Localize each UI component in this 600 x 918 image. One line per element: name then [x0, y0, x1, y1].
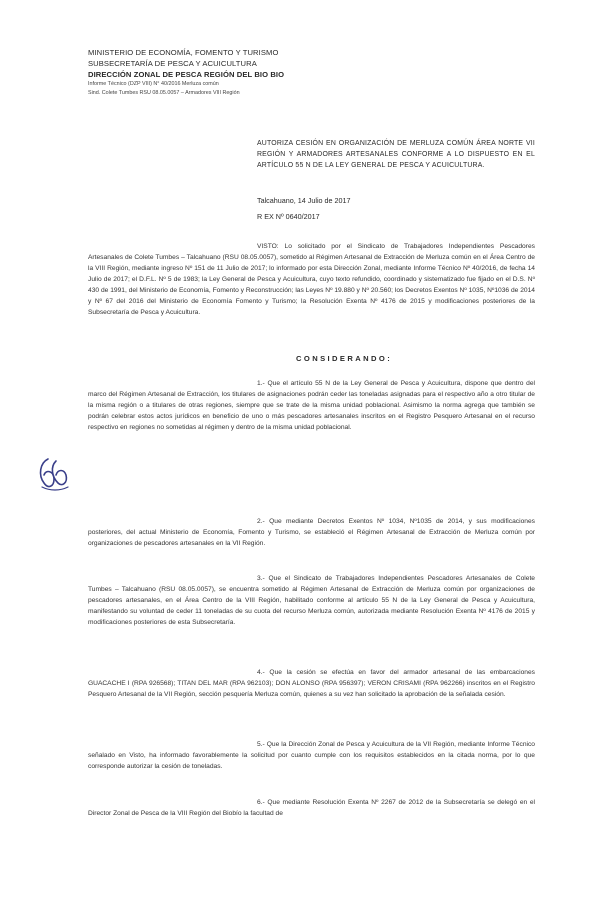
considerando-paragraph-6 — [88, 797, 535, 819]
resolution-number: R EX Nº 0640/2017 — [257, 212, 320, 221]
place-and-date: Talcahuano, 14 Julio de 2017 — [257, 196, 351, 205]
resolution-subject: AUTORIZA CESIÓN EN ORGANIZACIÓN DE MERLUZA COMÚN ÁREA NORTE VII REGIÓN Y ARMADORES ARTESANALES CONFORME A LO DISPUESTO EN EL ARTÍCULO 55 N DE LA LEY GENERAL DE PESCA Y ACUICULTURA. — [257, 140, 535, 169]
visto-label: VISTO: — [257, 243, 279, 250]
considerando-paragraph-5 — [88, 739, 535, 772]
visto-paragraph — [88, 241, 535, 318]
considerando-paragraph-4 — [88, 667, 535, 700]
visto-text: Lo solicitado por el Sindicato de Trabajadores Independientes Pescadores Artesanales de Colete Tumbes – Talcahuano (RSU 08.05.0057), sometido al Régimen Artesanal de Extracción de Merluza común en el Área Centro de la VIII Región, mediante ingreso Nº 151 de 11 Julio de 2017; lo informado por esta Dirección Zonal, mediante Informe Técnico Nº 40/2016, de fecha 14 Julio de 2017; el D.F.L. Nº 5 de 1983; la Ley General de Pesca y Acuicultura, cuyo texto refundido, coordinado y sistematizado fue fijado en el D.S. Nº 430 de 1991, del Ministerio de Economía, Fomento y Reconstrucción; las Leyes Nº 19.880 y Nº 20.560; los Decretos Exentos Nº 1035, Nº1036 de 2014 y Nº 67 del 2016 del Ministerio de Economía Fomento y Turismo; la Resolución Exenta Nº 4176 de 2015 y modificaciones posteriores de la Subsecretaría de Pesca y Acuicultura. — [88, 243, 535, 317]
handwritten-initials-mark — [34, 453, 74, 497]
paragraph-text: 2.- Que mediante Decretos Exentos Nº 1034, Nº1035 de 2014, y sus modificaciones posteriores, del actual Ministerio de Economía, Fomento y Turismo, se estableció el Régimen Artesanal de Extracción de Merluza común por organizaciones de pescadores artesanales en la VII Región. — [88, 518, 535, 548]
considerando-heading: CONSIDERANDO: — [296, 354, 393, 363]
letterhead — [88, 47, 338, 97]
paragraph-text: 5.- Que la Dirección Zonal de Pesca y Acuicultura de la VII Región, mediante Informe Técnico señalado en Visto, ha informado favorablemente la solicitud por cuanto cumple con los requisitos establecidos en la citada norma, por lo que corresponde autorizar la cesión de toneladas. — [88, 741, 535, 771]
considerando-paragraph-3 — [88, 573, 535, 628]
zonal-direction-name: DIRECCIÓN ZONAL DE PESCA REGIÓN DEL BIO BIO — [88, 70, 285, 79]
subsecretariat-name: SUBSECRETARÍA DE PESCA Y ACUICULTURA — [88, 59, 257, 68]
report-reference: Informe Técnico (DZP VIII) N° 40/2016 Merluza común — [88, 81, 219, 87]
considerando-paragraph-2 — [88, 516, 535, 549]
considerando-paragraph-1 — [88, 378, 535, 433]
paragraph-text: 4.- Que la cesión se efectúa en favor del armador artesanal de las embarcaciones GUACACHE I (RPA 926568); TITAN DEL MAR (RPA 962103); DON ALONSO (RPA 956397); VERON CRISAMI (RPA 962266) inscritos en el Registro Pesquero Artesanal de la VII Región, sección pesquería Merluza común, quienes a su vez han solicitado la aprobación de la señalada cesión. — [88, 669, 535, 699]
ministry-name: MINISTERIO DE ECONOMÍA, FOMENTO Y TURISMO — [88, 48, 279, 57]
parties-reference: Sind. Colete Tumbes RSU 08.05.0057 – Armadores VIII Región — [88, 89, 240, 96]
paragraph-text: 1.- Que el artículo 55 N de la Ley General de Pesca y Acuicultura, dispone que dentro del marco del Régimen Artesanal de Extracción, los titulares de asignaciones podrán ceder las toneladas asignadas para el respectivo año a otro titular de la misma región o a titulares de otras regiones, siempre que se trate de la misma unidad poblacional. Asimismo la norma agrega que también se podrán celebrar estos actos jurídicos en beneficio de uno o más pescadores artesanales inscritos en el Registro Pesquero Artesanal en el recurso respectivo en regiones no sometidas al régimen y dentro de la misma unidad poblacional. — [88, 380, 535, 432]
paragraph-text: 6.- Que mediante Resolución Exenta Nº 2267 de 2012 de la Subsecretaría se delegó en el Director Zonal de Pesca de la VIII Región del Biobío la facultad de — [88, 799, 535, 818]
paragraph-text: 3.- Que el Sindicato de Trabajadores Independientes Pescadores Artesanales de Colete Tumbes – Talcahuano (RSU 08.05.0057), se encuentra sometido al Régimen Artesanal de Extracción de Merluza común por organizaciones de pescadores artesanales, en el Área Centro de la VIII Región, habilitado conforme al artículo 55 N de la Ley General de Pesca y Acuicultura, manifestando su voluntad de ceder 11 toneladas de su cuota del recurso Merluza común, autorizada mediante Resolución Exenta Nº 4176 de 2015 y modificaciones posteriores de esta Subsecretaría. — [88, 575, 535, 627]
